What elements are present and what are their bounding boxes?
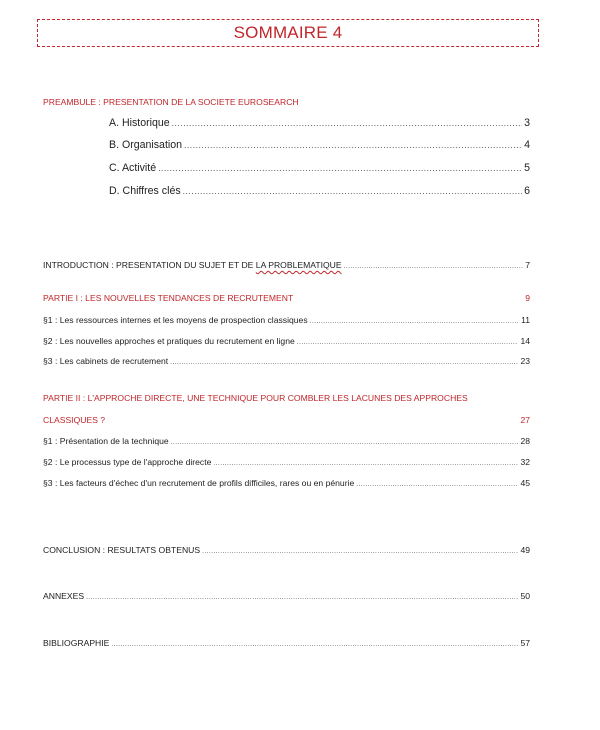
toc-entry-organisation[interactable]	[109, 139, 530, 151]
dot-leader	[158, 163, 522, 173]
toc-entry-conclusion[interactable]	[43, 545, 530, 555]
toc-entry-label: C. Activité	[109, 162, 157, 174]
dot-leader	[202, 548, 518, 555]
toc-page-number: 28	[520, 436, 530, 446]
toc-entry-partie-1[interactable]	[43, 293, 530, 303]
toc-page-number: 32	[520, 457, 530, 467]
toc-entry-partie-1-s1[interactable]	[43, 315, 530, 325]
toc-entry-partie-2-s1[interactable]	[43, 436, 530, 446]
dot-leader	[356, 481, 518, 488]
dot-leader	[111, 641, 518, 648]
toc-page-number: 27	[520, 415, 530, 425]
toc-entry-partie-1-s3[interactable]	[43, 356, 530, 366]
toc-entry-label: D. Chiffres clés	[109, 185, 181, 197]
toc-entry-label: PARTIE I : LES NOUVELLES TENDANCES DE RECRUTEMENT	[43, 293, 294, 303]
toc-entry-label: §3 : Les cabinets de recrutement	[43, 356, 169, 366]
section-heading-preambule: PREAMBULE : PRESENTATION DE LA SOCIETE EUROSEARCH	[43, 97, 299, 107]
toc-entry-partie-1-s2[interactable]	[43, 336, 530, 346]
toc-page-number: 5	[524, 162, 530, 174]
toc-entry-label: A. Historique	[109, 117, 170, 129]
dot-leader	[172, 118, 522, 128]
toc-entry-label: B. Organisation	[109, 139, 183, 151]
dot-leader	[184, 140, 522, 150]
toc-entry-partie-2-s3[interactable]	[43, 478, 530, 488]
toc-page-number: 3	[524, 117, 530, 129]
toc-page-number: 11	[521, 315, 530, 325]
toc-entry-chiffres-cles[interactable]	[109, 185, 530, 197]
dot-leader	[171, 439, 519, 446]
toc-page-number: 4	[524, 139, 530, 151]
toc-page-number: 9	[525, 293, 530, 303]
toc-entry-label: §1 : Les ressources internes et les moyens de prospection classiques	[43, 315, 308, 325]
toc-entry-label: BIBLIOGRAPHIE	[43, 638, 110, 648]
toc-entry-bibliographie[interactable]	[43, 638, 530, 648]
toc-page-number: 57	[520, 638, 530, 648]
toc-entry-label: §3 : Les facteurs d'échec d'un recrutement de profils difficiles, rares ou en pénurie	[43, 478, 355, 488]
toc-page-number: 49	[520, 545, 530, 555]
toc-entry-partie-2-s2[interactable]	[43, 457, 530, 467]
toc-entry-label: §1 : Présentation de la technique	[43, 436, 169, 446]
dot-leader	[213, 460, 518, 467]
toc-page-number: 14	[520, 336, 530, 346]
dot-leader	[344, 263, 524, 270]
toc-page-number: 23	[520, 356, 530, 366]
page-title: SOMMAIRE 4	[37, 19, 539, 47]
toc-entry-partie-2[interactable]	[43, 415, 530, 425]
toc-entry-label: §2 : Le processus type de l'approche directe	[43, 457, 212, 467]
toc-entry-historique[interactable]	[109, 117, 530, 129]
toc-entry-label: INTRODUCTION : PRESENTATION DU SUJET ET DE LA PROBLEMATIQUE	[43, 260, 342, 270]
dot-leader	[170, 359, 518, 366]
dot-leader	[183, 186, 522, 196]
toc-entry-label: CLASSIQUES ?	[43, 415, 106, 425]
toc-page-number: 45	[520, 478, 530, 488]
dot-leader	[86, 594, 518, 601]
toc-entry-activite[interactable]	[109, 162, 530, 174]
dot-leader	[297, 339, 519, 346]
toc-page-number: 50	[520, 591, 530, 601]
toc-entry-label: §2 : Les nouvelles approches et pratiques du recrutement en ligne	[43, 336, 295, 346]
toc-entry-label: ANNEXES	[43, 591, 85, 601]
section-heading-partie-2: PARTIE II : L'APPROCHE DIRECTE, UNE TECHNIQUE POUR COMBLER LES LACUNES DES APPROCHES	[43, 393, 468, 403]
toc-entry-label: CONCLUSION : RESULTATS OBTENUS	[43, 545, 201, 555]
toc-entry-introduction[interactable]	[43, 260, 530, 270]
toc-page-number: 6	[524, 185, 530, 197]
dot-leader	[310, 318, 519, 325]
toc-entry-annexes[interactable]	[43, 591, 530, 601]
toc-page-number: 7	[525, 260, 530, 270]
